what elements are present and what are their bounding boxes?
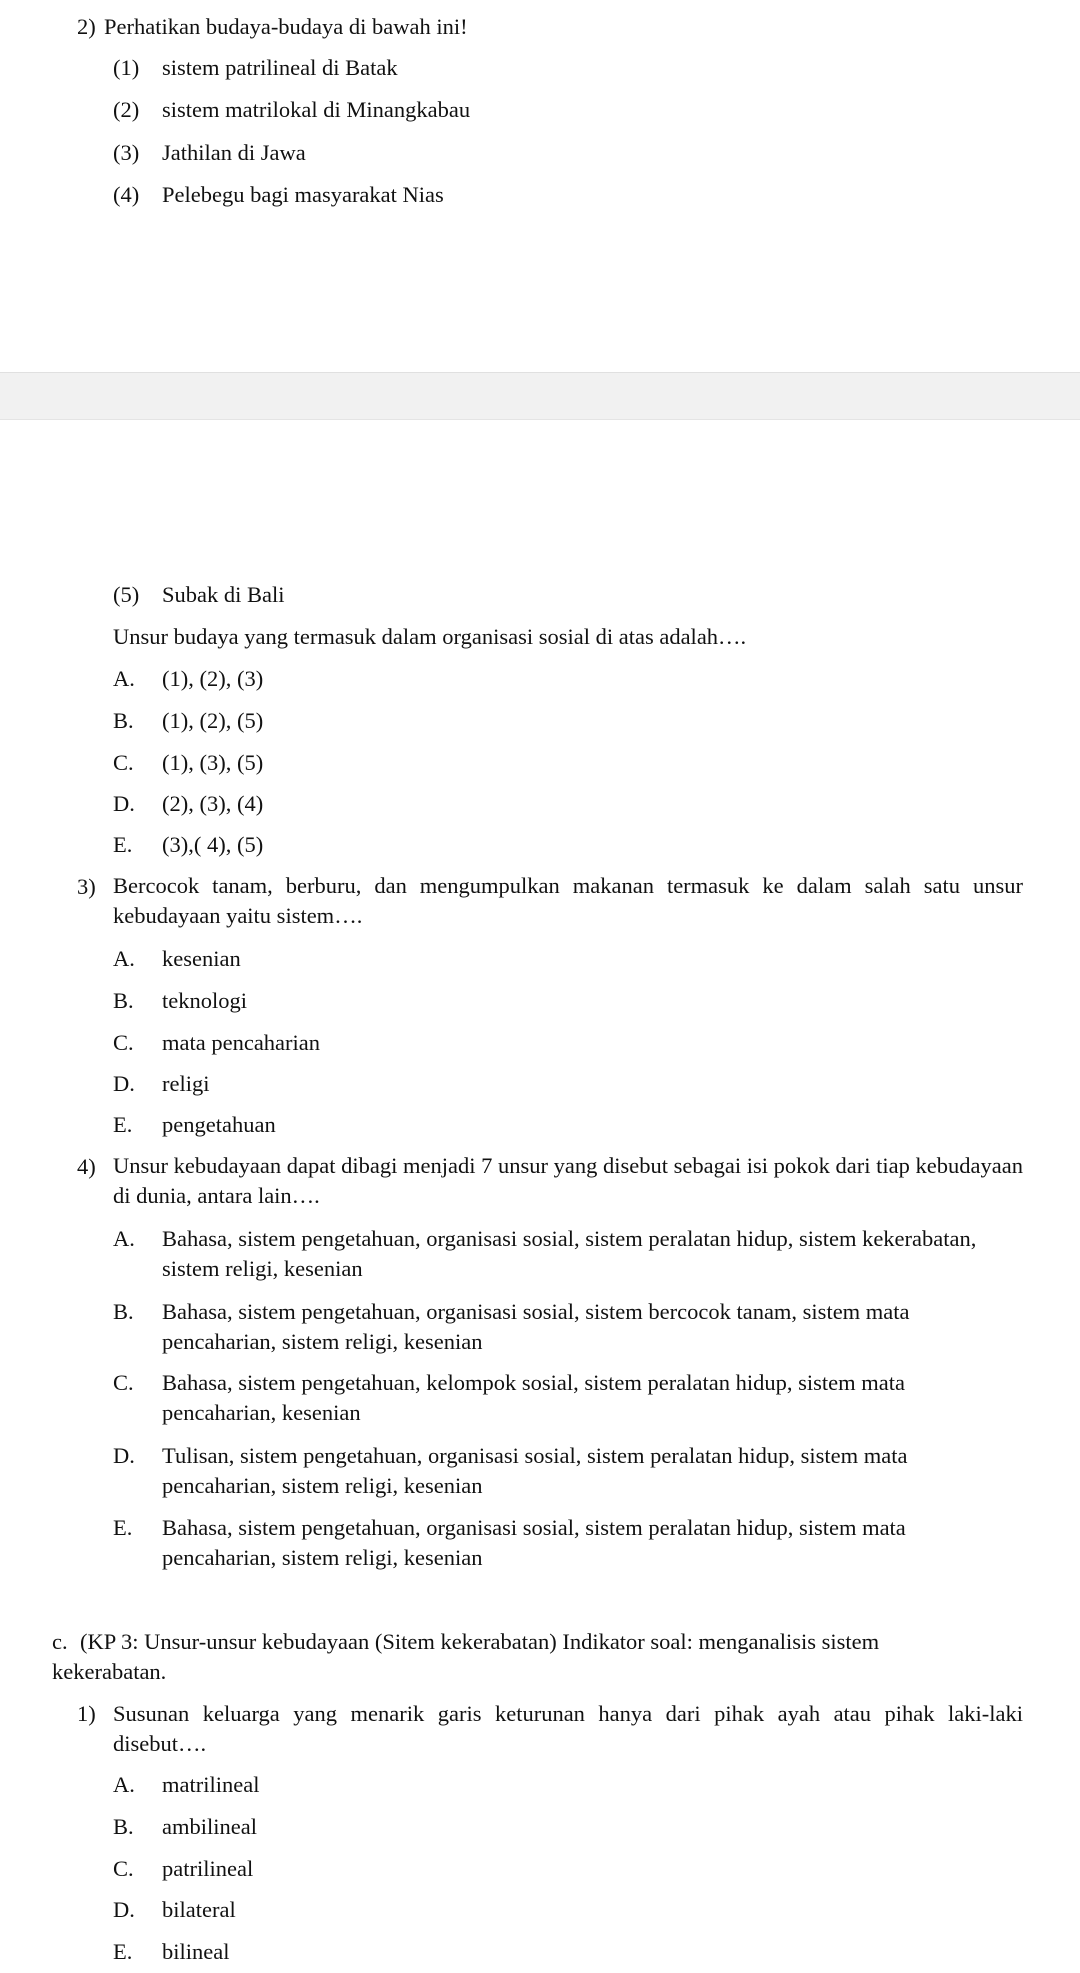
q2-stem: Perhatikan budaya-budaya di bawah ini! bbox=[104, 14, 468, 39]
q2-item-1-number: (1) bbox=[113, 55, 140, 80]
q2-item-5-number: (5) bbox=[113, 582, 140, 607]
q3-option-d-text: religi bbox=[162, 1071, 210, 1096]
c1-option-a-text: matrilineal bbox=[162, 1772, 260, 1797]
q4-option-b-text: Bahasa, sistem pengetahuan, organisasi sosial, sistem bercocok tanam, sistem mata pencaharian, sistem religi, kesenian bbox=[162, 1299, 910, 1354]
q2-item-3-text: Jathilan di Jawa bbox=[162, 140, 306, 165]
q2-item-3-number: (3) bbox=[113, 140, 140, 165]
q2-question: Unsur budaya yang termasuk dalam organisasi sosial di atas adalah…. bbox=[113, 624, 747, 649]
q2-item-4-number: (4) bbox=[113, 182, 140, 207]
q4-option-d-letter: D. bbox=[113, 1443, 135, 1468]
c1-option-c-letter: C. bbox=[113, 1856, 134, 1881]
q2-number: 2) bbox=[77, 14, 96, 39]
q2-item-1-text: sistem patrilineal di Batak bbox=[162, 55, 398, 80]
c1-option-a-letter: A. bbox=[113, 1772, 135, 1797]
q2-item-4-text: Pelebegu bagi masyarakat Nias bbox=[162, 182, 444, 207]
q2-item-2-text: sistem matrilokal di Minangkabau bbox=[162, 97, 471, 122]
c1-option-e-text: bilineal bbox=[162, 1939, 230, 1964]
q2-option-d-letter: D. bbox=[113, 791, 135, 816]
q2-option-b-letter: B. bbox=[113, 708, 134, 733]
c1-option-e-letter: E. bbox=[113, 1939, 133, 1964]
q2-option-a-text: (1), (2), (3) bbox=[162, 666, 264, 691]
c1-option-d-letter: D. bbox=[113, 1897, 135, 1922]
q4-option-d-text: Tulisan, sistem pengetahuan, organisasi sosial, sistem peralatan hidup, sistem mata pencaharian, sistem religi, kesenian bbox=[162, 1443, 908, 1498]
q3-number: 3) bbox=[77, 874, 96, 899]
q4-option-c-letter: C. bbox=[113, 1370, 134, 1395]
q4-option-e-text: Bahasa, sistem pengetahuan, organisasi sosial, sistem peralatan hidup, sistem mata pencaharian, sistem religi, kesenian bbox=[162, 1515, 906, 1570]
c1-option-c-text: patrilineal bbox=[162, 1856, 254, 1881]
q2-option-e-text: (3),( 4), (5) bbox=[162, 832, 264, 857]
q3-option-a-letter: A. bbox=[113, 946, 135, 971]
q2-item-5-text: Subak di Bali bbox=[162, 582, 285, 607]
c1-stem: Susunan keluarga yang menarik garis keturunan hanya dari pihak ayah atau pihak laki-laki disebut…. bbox=[113, 1701, 1023, 1756]
q3-option-b-text: teknologi bbox=[162, 988, 247, 1013]
q2-item-2-number: (2) bbox=[113, 97, 140, 122]
q3-option-a-text: kesenian bbox=[162, 946, 241, 971]
q3-option-e-text: pengetahuan bbox=[162, 1112, 276, 1137]
q4-option-e-letter: E. bbox=[113, 1515, 133, 1540]
q2-option-c-letter: C. bbox=[113, 750, 134, 775]
q3-option-c-text: mata pencaharian bbox=[162, 1030, 321, 1055]
q3-option-b-letter: B. bbox=[113, 988, 134, 1013]
q4-option-c-text: Bahasa, sistem pengetahuan, kelompok sosial, sistem peralatan hidup, sistem mata pencaharian, kesenian bbox=[162, 1370, 905, 1425]
c1-option-b-letter: B. bbox=[113, 1814, 134, 1839]
q3-stem: Bercocok tanam, berburu, dan mengumpulkan makanan termasuk ke dalam salah satu unsur kebudayaan yaitu sistem…. bbox=[113, 873, 1023, 928]
c1-option-b-text: ambilineal bbox=[162, 1814, 257, 1839]
q4-number: 4) bbox=[77, 1154, 96, 1179]
q2-option-b-text: (1), (2), (5) bbox=[162, 708, 264, 733]
q4-option-a-text: Bahasa, sistem pengetahuan, organisasi sosial, sistem peralatan hidup, sistem kekerabatan, sistem religi, kesenian bbox=[162, 1226, 977, 1281]
section-c-heading: (KP 3: Unsur-unsur kebudayaan (Sitem kekerabatan) Indikator soal: menganalisis sistem kekerabatan. bbox=[52, 1629, 880, 1684]
q4-option-b-letter: B. bbox=[113, 1299, 134, 1324]
q3-option-e-letter: E. bbox=[113, 1112, 133, 1137]
c1-option-d-text: bilateral bbox=[162, 1897, 236, 1922]
q4-option-a-letter: A. bbox=[113, 1226, 135, 1251]
q2-option-d-text: (2), (3), (4) bbox=[162, 791, 264, 816]
c1-number: 1) bbox=[77, 1701, 96, 1726]
q3-option-d-letter: D. bbox=[113, 1071, 135, 1096]
q2-option-e-letter: E. bbox=[113, 832, 133, 857]
q3-option-c-letter: C. bbox=[113, 1030, 134, 1055]
q2-option-c-text: (1), (3), (5) bbox=[162, 750, 264, 775]
q4-stem: Unsur kebudayaan dapat dibagi menjadi 7 unsur yang disebut sebagai isi pokok dari tiap kebudayaan di dunia, antara lain…. bbox=[113, 1153, 1023, 1208]
section-c-label: c. bbox=[52, 1629, 68, 1654]
page-break-divider bbox=[0, 372, 1080, 420]
q2-option-a-letter: A. bbox=[113, 666, 135, 691]
